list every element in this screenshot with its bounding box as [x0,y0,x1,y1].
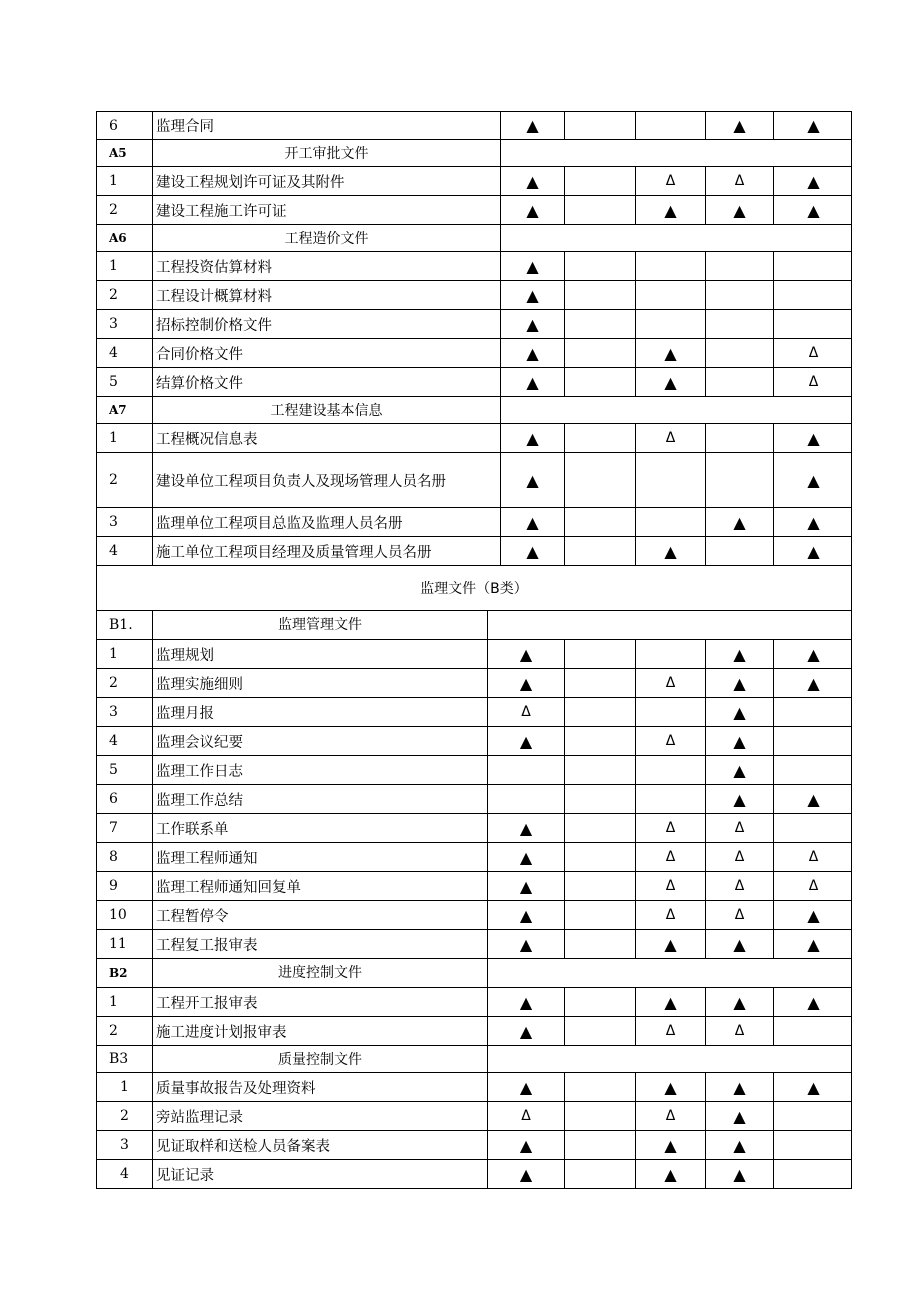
hollow-triangle-mark: Δ [808,878,819,894]
group-blank-cell [501,397,853,423]
empty-mark-cell [706,339,774,367]
row-number: 6 [97,785,153,813]
hollow-triangle-mark: Δ [636,669,706,697]
empty-mark-cell [636,756,706,784]
hollow-triangle-mark: Δ [636,1102,706,1130]
empty-mark-cell [706,453,774,507]
row-number: 2 [97,196,153,224]
filled-triangle-mark: ▲ [706,988,774,1016]
group-title: 进度控制文件 [153,959,488,987]
row-number: 4 [97,727,153,755]
group-blank-cell [488,611,853,639]
row-number: 2 [97,1017,153,1045]
empty-mark-cell [636,310,706,338]
empty-mark-cell [706,368,774,396]
empty-mark-cell [565,1131,636,1159]
empty-mark-cell [488,756,565,784]
filled-triangle-mark: ▲ [488,872,565,900]
filled-triangle-mark: ▲ [501,310,565,338]
group-blank-cell [501,225,853,251]
filled-triangle-mark: ▲ [706,785,774,813]
filled-triangle-mark: ▲ [706,1131,774,1159]
filled-triangle-mark: ▲ [488,640,565,668]
filled-triangle-mark: ▲ [501,368,565,396]
group-code: A5 [97,140,153,166]
filled-triangle-mark: ▲ [501,537,565,565]
table-row [96,167,852,196]
empty-mark-cell [565,669,636,697]
document-name: 监理合同 [153,112,501,139]
table-row [96,1131,852,1160]
row-number: 9 [97,872,153,900]
empty-mark-cell [774,252,853,280]
table-row [96,756,852,785]
empty-mark-cell [565,901,636,929]
group-title: 开工审批文件 [153,140,501,166]
table-row [96,872,852,901]
empty-mark-cell [774,698,853,726]
empty-mark-cell [565,310,636,338]
table-row [96,1160,852,1189]
filled-triangle-mark: ▲ [807,905,820,925]
filled-triangle-mark: ▲ [501,281,565,309]
row-number: 1 [97,640,153,668]
filled-triangle-mark: ▲ [636,368,706,396]
filled-triangle-mark: ▲ [807,1077,820,1097]
row-number: 1 [97,988,153,1016]
filled-triangle-mark: ▲ [706,727,774,755]
filled-triangle-mark: ▲ [807,200,820,220]
table-row [96,1073,852,1102]
group-code: B2 [97,959,153,987]
filled-triangle-mark: ▲ [706,698,774,726]
document-name: 旁站监理记录 [153,1102,488,1130]
filled-triangle-mark: ▲ [706,1073,774,1101]
group-header-row [96,611,852,640]
group-title: 监理管理文件 [153,611,488,639]
empty-mark-cell [565,1102,636,1130]
filled-triangle-mark: ▲ [488,1017,565,1045]
filled-triangle-mark: ▲ [636,1073,706,1101]
document-name: 监理工作日志 [153,756,488,784]
row-number: 10 [97,901,153,929]
empty-mark-cell [565,727,636,755]
document-name: 工程设计概算材料 [153,281,501,309]
document-name: 建设工程施工许可证 [153,196,501,224]
hollow-triangle-mark: Δ [808,374,819,390]
empty-mark-cell [636,252,706,280]
filled-triangle-mark: ▲ [501,167,565,195]
empty-mark-cell [565,1017,636,1045]
empty-mark-cell [636,785,706,813]
row-number: 1 [97,252,153,280]
empty-mark-cell [488,785,565,813]
empty-mark-cell [706,424,774,452]
empty-mark-cell [636,508,706,536]
filled-triangle-mark: ▲ [488,669,565,697]
archive-table [96,111,852,1189]
document-name: 招标控制价格文件 [153,310,501,338]
filled-triangle-mark: ▲ [636,537,706,565]
empty-mark-cell [565,252,636,280]
table-row [96,901,852,930]
row-number: 3 [97,508,153,536]
filled-triangle-mark: ▲ [488,901,565,929]
row-number: 6 [97,112,153,139]
group-blank-cell [488,959,853,987]
document-name: 监理规划 [153,640,488,668]
filled-triangle-mark: ▲ [488,727,565,755]
table-row [96,814,852,843]
row-number: 3 [97,310,153,338]
table-row [96,1102,852,1131]
filled-triangle-mark: ▲ [488,988,565,1016]
table-row [96,310,852,339]
filled-triangle-mark: ▲ [807,789,820,809]
empty-mark-cell [636,453,706,507]
table-row [96,281,852,310]
empty-mark-cell [565,988,636,1016]
document-name: 工作联系单 [153,814,488,842]
table-row [96,785,852,814]
empty-mark-cell [636,112,706,139]
hollow-triangle-mark: Δ [636,1017,706,1045]
filled-triangle-mark: ▲ [807,644,820,664]
filled-triangle-mark: ▲ [636,988,706,1016]
empty-mark-cell [774,814,853,842]
filled-triangle-mark: ▲ [706,930,774,958]
group-title: 工程造价文件 [153,225,501,251]
table-row [96,111,852,140]
hollow-triangle-mark: Δ [488,1102,565,1130]
group-code: A6 [97,225,153,251]
document-name: 工程投资估算材料 [153,252,501,280]
hollow-triangle-mark: Δ [706,167,774,195]
document-name: 监理工作总结 [153,785,488,813]
filled-triangle-mark: ▲ [501,252,565,280]
row-number: 2 [97,1102,153,1130]
document-name: 监理会议纪要 [153,727,488,755]
document-name: 见证取样和送检人员备案表 [153,1131,488,1159]
section-header-row [96,566,852,611]
document-name: 结算价格文件 [153,368,501,396]
row-number: 3 [97,698,153,726]
empty-mark-cell [565,167,636,195]
filled-triangle-mark: ▲ [636,339,706,367]
hollow-triangle-mark: Δ [706,1017,774,1045]
filled-triangle-mark: ▲ [636,1131,706,1159]
row-number: 8 [97,843,153,871]
row-number: 1 [97,167,153,195]
table-row [96,424,852,453]
empty-mark-cell [565,785,636,813]
filled-triangle-mark: ▲ [807,171,820,191]
table-row [96,368,852,397]
hollow-triangle-mark: Δ [706,843,774,871]
table-row [96,698,852,727]
filled-triangle-mark: ▲ [501,424,565,452]
empty-mark-cell [706,310,774,338]
filled-triangle-mark: ▲ [807,673,820,693]
filled-triangle-mark: ▲ [636,196,706,224]
empty-mark-cell [774,1017,853,1045]
empty-mark-cell [774,281,853,309]
filled-triangle-mark: ▲ [636,930,706,958]
empty-mark-cell [565,281,636,309]
group-blank-cell [488,1046,853,1072]
empty-mark-cell [565,508,636,536]
row-number: 2 [97,281,153,309]
empty-mark-cell [565,339,636,367]
filled-triangle-mark: ▲ [706,508,774,536]
filled-triangle-mark: ▲ [706,1160,774,1188]
filled-triangle-mark: ▲ [636,1160,706,1188]
empty-mark-cell [774,310,853,338]
document-name: 监理工程师通知回复单 [153,872,488,900]
row-number: 7 [97,814,153,842]
empty-mark-cell [706,537,774,565]
section-title: 监理文件（B类） [420,581,528,597]
filled-triangle-mark: ▲ [807,512,820,532]
filled-triangle-mark: ▲ [501,453,565,507]
filled-triangle-mark: ▲ [807,470,820,490]
empty-mark-cell [565,872,636,900]
filled-triangle-mark: ▲ [488,843,565,871]
empty-mark-cell [565,1160,636,1188]
hollow-triangle-mark: Δ [636,727,706,755]
filled-triangle-mark: ▲ [488,814,565,842]
table-row [96,339,852,368]
filled-triangle-mark: ▲ [706,196,774,224]
table-row [96,1017,852,1046]
group-code: B1. [97,611,153,639]
filled-triangle-mark: ▲ [807,934,820,954]
table-row [96,988,852,1017]
empty-mark-cell [774,727,853,755]
group-header-row [96,959,852,988]
empty-mark-cell [774,756,853,784]
empty-mark-cell [565,814,636,842]
empty-mark-cell [565,930,636,958]
group-header-row [96,140,852,167]
group-blank-cell [501,140,853,166]
table-row [96,930,852,959]
row-number: 4 [97,537,153,565]
filled-triangle-mark: ▲ [706,640,774,668]
group-code: B3 [97,1046,153,1072]
table-row [96,537,852,566]
row-number: 5 [97,756,153,784]
filled-triangle-mark: ▲ [488,1160,565,1188]
table-row [96,669,852,698]
group-code: A7 [97,397,153,423]
empty-mark-cell [565,1073,636,1101]
hollow-triangle-mark: Δ [636,167,706,195]
document-name: 工程概况信息表 [153,424,501,452]
empty-mark-cell [636,698,706,726]
empty-mark-cell [706,252,774,280]
filled-triangle-mark: ▲ [706,112,774,139]
document-name: 监理实施细则 [153,669,488,697]
hollow-triangle-mark: Δ [808,345,819,361]
table-row [96,196,852,225]
row-number: 3 [97,1131,153,1159]
document-name: 见证记录 [153,1160,488,1188]
empty-mark-cell [565,640,636,668]
row-number: 5 [97,368,153,396]
empty-mark-cell [774,1102,853,1130]
empty-mark-cell [636,281,706,309]
document-name: 工程复工报审表 [153,930,488,958]
filled-triangle-mark: ▲ [488,930,565,958]
table-row [96,453,852,508]
table-row [96,727,852,756]
empty-mark-cell [565,698,636,726]
empty-mark-cell [565,756,636,784]
filled-triangle-mark: ▲ [807,992,820,1012]
empty-mark-cell [565,537,636,565]
group-title: 工程建设基本信息 [153,397,501,423]
filled-triangle-mark: ▲ [706,1102,774,1130]
empty-mark-cell [636,640,706,668]
row-number: 2 [97,669,153,697]
hollow-triangle-mark: Δ [808,849,819,865]
hollow-triangle-mark: Δ [706,814,774,842]
empty-mark-cell [565,112,636,139]
group-header-row [96,1046,852,1073]
filled-triangle-mark: ▲ [807,541,820,561]
document-name: 工程开工报审表 [153,988,488,1016]
empty-mark-cell [774,1160,853,1188]
filled-triangle-mark: ▲ [501,112,565,139]
empty-mark-cell [774,1131,853,1159]
group-title: 质量控制文件 [153,1046,488,1072]
hollow-triangle-mark: Δ [488,698,565,726]
table-row [96,640,852,669]
row-number: 11 [97,930,153,958]
group-header-row [96,225,852,252]
document-name: 建设工程规划许可证及其附件 [153,167,501,195]
hollow-triangle-mark: Δ [636,872,706,900]
document-name: 监理工程师通知 [153,843,488,871]
empty-mark-cell [565,453,636,507]
hollow-triangle-mark: Δ [706,901,774,929]
row-number: 4 [97,339,153,367]
hollow-triangle-mark: Δ [706,872,774,900]
empty-mark-cell [565,196,636,224]
document-name: 施工单位工程项目经理及质量管理人员名册 [153,537,501,565]
row-number: 2 [97,453,153,507]
filled-triangle-mark: ▲ [501,339,565,367]
document-name: 监理单位工程项目总监及监理人员名册 [153,508,501,536]
filled-triangle-mark: ▲ [706,756,774,784]
filled-triangle-mark: ▲ [501,508,565,536]
filled-triangle-mark: ▲ [807,116,820,135]
hollow-triangle-mark: Δ [636,843,706,871]
document-name: 工程暂停令 [153,901,488,929]
table-row [96,843,852,872]
document-name: 监理月报 [153,698,488,726]
table-row [96,252,852,281]
row-number: 1 [97,424,153,452]
document-name: 建设单位工程项目负责人及现场管理人员名册 [153,453,501,507]
document-name: 施工进度计划报审表 [153,1017,488,1045]
filled-triangle-mark: ▲ [488,1073,565,1101]
filled-triangle-mark: ▲ [488,1131,565,1159]
empty-mark-cell [706,281,774,309]
row-number: 4 [97,1160,153,1188]
hollow-triangle-mark: Δ [636,424,706,452]
filled-triangle-mark: ▲ [706,669,774,697]
hollow-triangle-mark: Δ [636,814,706,842]
document-name: 质量事故报告及处理资料 [153,1073,488,1101]
filled-triangle-mark: ▲ [501,196,565,224]
row-number: 1 [97,1073,153,1101]
filled-triangle-mark: ▲ [807,428,820,448]
empty-mark-cell [565,424,636,452]
empty-mark-cell [565,368,636,396]
document-name: 合同价格文件 [153,339,501,367]
empty-mark-cell [565,843,636,871]
table-row [96,508,852,537]
hollow-triangle-mark: Δ [636,901,706,929]
group-header-row [96,397,852,424]
